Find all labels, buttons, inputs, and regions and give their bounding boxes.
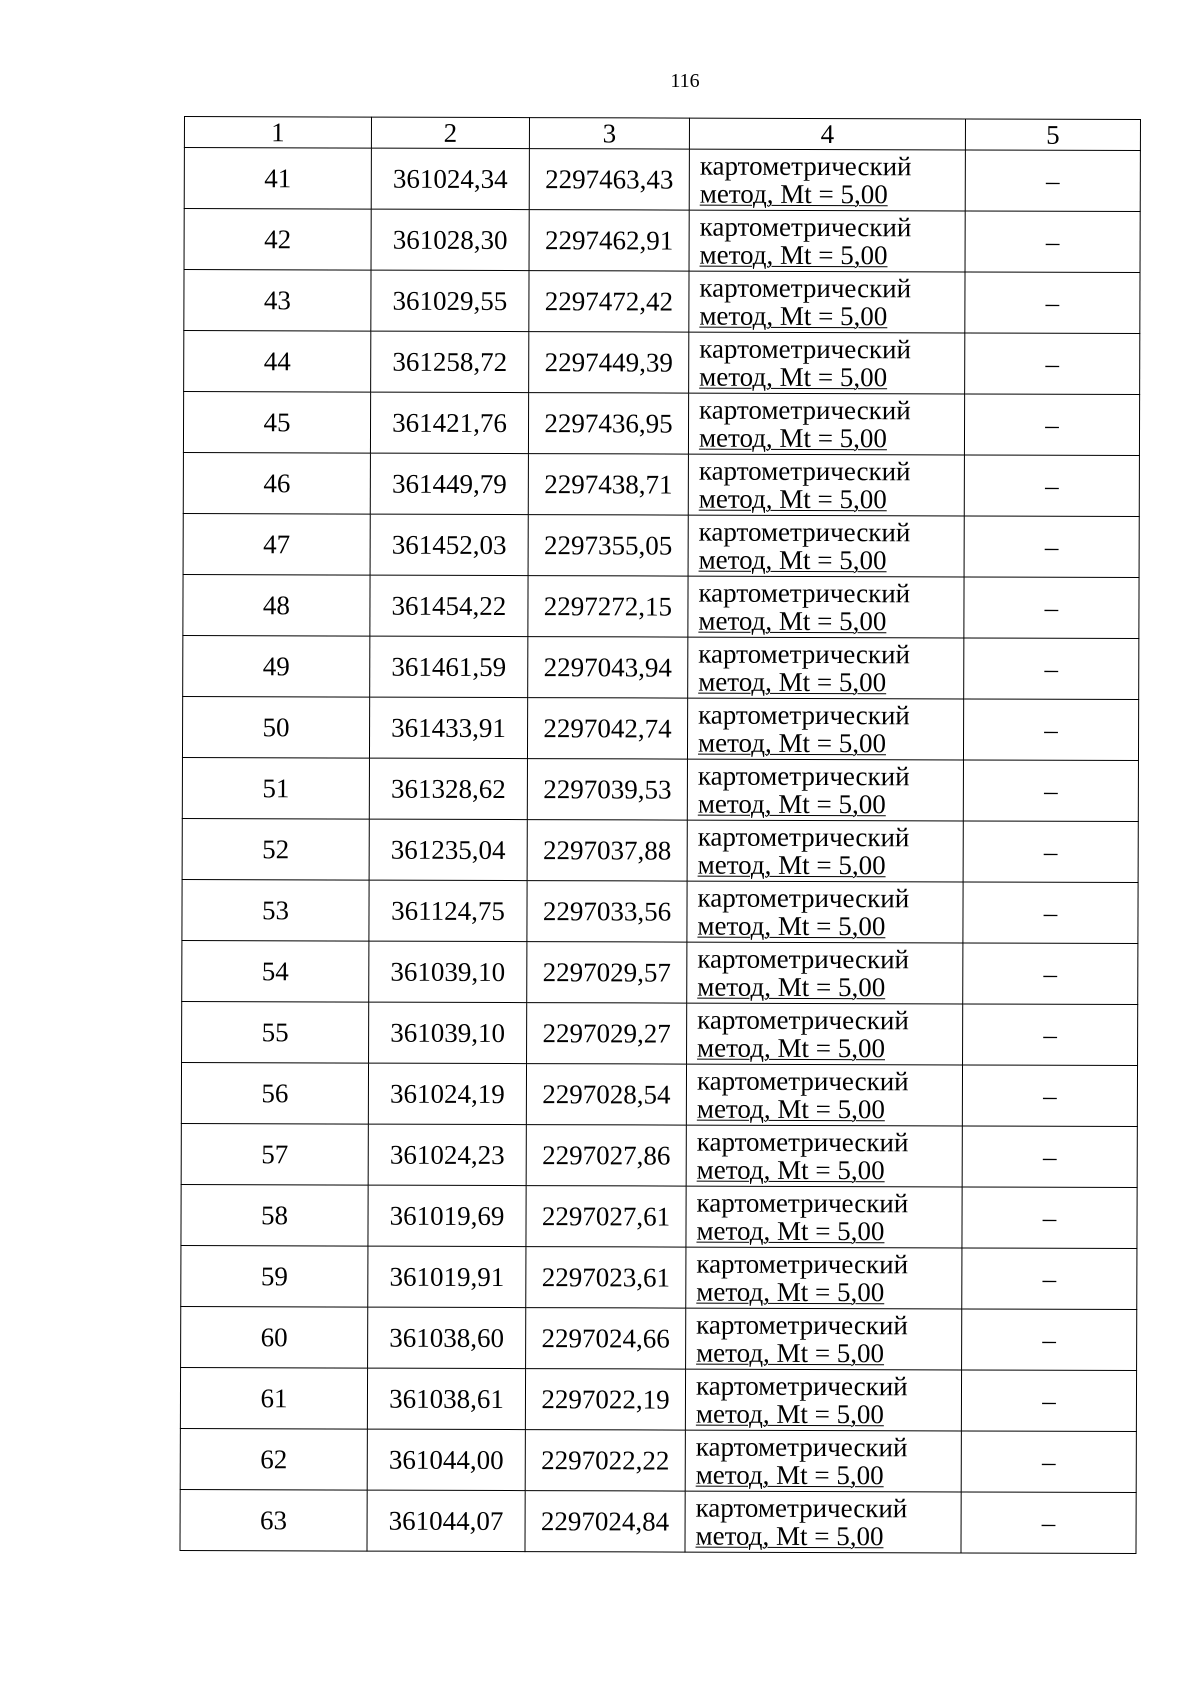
method-cell [685,1369,961,1431]
coordinate-x: 361452,03 [370,514,528,575]
method-accuracy: метод, Mt = 5,00 [695,1520,884,1552]
method-accuracy: метод, Mt = 5,00 [697,788,886,820]
coordinate-y: 2297027,86 [526,1125,686,1187]
coordinate-x: 361235,04 [369,819,527,880]
col-5-value: – [962,1248,1137,1310]
method-accuracy: метод, Mt = 5,00 [695,1398,884,1430]
method-name: картометрический [697,1004,909,1036]
method-name: картометрический [699,272,912,304]
table-row [183,574,1139,638]
point-number: 61 [180,1367,367,1429]
method-accuracy: метод, Mt = 5,00 [698,544,887,576]
col-5-value: – [961,1370,1136,1432]
col-5-value: – [963,760,1138,822]
method-name: картометрический [698,699,910,731]
method-cell [686,1125,962,1187]
coordinate-y: 2297462,91 [529,210,689,272]
point-number: 41 [184,148,371,210]
method-cell [689,271,965,333]
method-name: картометрический [696,1309,908,1341]
method-name: картометрический [698,455,911,487]
coordinate-x: 361421,76 [370,392,528,453]
table-row [182,1001,1138,1065]
col-5-value: – [965,211,1140,273]
table-row [183,392,1139,456]
coordinate-x: 361039,10 [369,1002,527,1063]
method-name: картометрический [697,943,910,975]
coordinate-y: 2297033,56 [527,881,687,943]
method-cell [688,454,964,516]
method-accuracy: метод, Mt = 5,00 [697,910,886,942]
point-number: 42 [184,209,371,271]
coordinate-y: 2297043,94 [528,637,688,699]
method-accuracy: метод, Mt = 5,00 [699,239,888,271]
method-name: картометрический [695,1431,908,1463]
coordinate-y: 2297022,19 [525,1369,685,1431]
method-name: картометрический [697,882,910,914]
point-number: 56 [181,1062,368,1124]
table-row [182,940,1138,1004]
coordinate-y: 2297438,71 [528,454,688,516]
table-row [183,635,1139,699]
coordinate-y: 2297028,54 [526,1064,686,1126]
method-cell [687,1003,963,1065]
table-row [184,270,1140,334]
point-number: 59 [181,1245,368,1307]
col-5-value: – [965,150,1140,212]
point-number: 58 [181,1184,368,1246]
table-row [181,1123,1137,1187]
method-accuracy: метод, Mt = 5,00 [696,1276,885,1308]
col-5-value: – [963,1004,1138,1066]
coordinate-y: 2297042,74 [527,698,687,760]
point-number: 55 [182,1001,369,1063]
method-name: картометрический [696,1187,909,1219]
table-row [182,818,1138,882]
coordinate-x: 361258,72 [371,331,529,392]
col-5-value: – [961,1431,1136,1493]
method-accuracy: метод, Mt = 5,00 [699,178,888,210]
point-number: 62 [180,1428,367,1490]
point-number: 54 [182,940,369,1002]
col-5-value: – [964,394,1139,456]
method-name: картометрический [698,516,911,548]
col-5-value: – [964,638,1139,700]
table-row [180,1367,1136,1431]
method-cell [688,637,964,699]
coordinate-y: 2297272,15 [528,576,688,638]
table-row [184,148,1140,212]
coordinate-x: 361449,79 [370,453,528,514]
method-accuracy: метод, Mt = 5,00 [698,605,887,637]
method-name: картометрический [699,211,912,243]
header-col-1: 1 [184,117,371,149]
coordinate-x: 361024,23 [368,1124,526,1185]
method-accuracy: метод, Mt = 5,00 [695,1459,884,1491]
point-number: 63 [180,1489,367,1551]
table-row [184,209,1140,273]
col-5-value: – [963,699,1138,761]
method-cell [688,576,964,638]
table-row [184,331,1140,395]
coordinate-x: 361039,10 [369,941,527,1002]
coordinate-y: 2297023,61 [526,1247,686,1309]
method-cell [686,1247,962,1309]
coordinate-y: 2297039,53 [527,759,687,821]
coordinate-y: 2297024,66 [526,1308,686,1370]
col-5-value: – [964,516,1139,578]
col-5-value: – [964,577,1139,639]
col-5-value: – [963,882,1138,944]
table-row [182,757,1138,821]
col-5-value: – [965,333,1140,395]
col-5-value: – [963,943,1138,1005]
method-accuracy: метод, Mt = 5,00 [698,666,887,698]
coordinates-table [179,116,1141,1554]
coordinate-x: 361038,61 [367,1368,525,1429]
point-number: 57 [181,1123,368,1185]
coordinate-x: 361433,91 [369,697,527,758]
method-cell [686,1186,962,1248]
method-name: картометрический [696,1248,909,1280]
coordinate-y: 2297463,43 [529,149,689,211]
method-cell [686,1064,962,1126]
method-name: картометрический [695,1492,908,1524]
method-name: картометрический [697,821,910,853]
point-number: 51 [182,757,369,819]
method-name: картометрический [698,577,911,609]
point-number: 46 [183,452,370,514]
table-row [181,1306,1137,1370]
method-accuracy: метод, Mt = 5,00 [697,849,886,881]
coordinate-x: 361019,69 [368,1185,526,1246]
coordinate-y: 2297037,88 [527,820,687,882]
method-cell [685,1491,961,1553]
coordinate-y: 2297022,22 [525,1430,685,1492]
col-5-value: – [961,1492,1136,1554]
method-cell [687,942,963,1004]
method-accuracy: метод, Mt = 5,00 [696,1215,885,1247]
method-cell [688,393,964,455]
method-accuracy: метод, Mt = 5,00 [697,1032,886,1064]
coordinate-x: 361024,34 [371,148,529,209]
point-number: 52 [182,818,369,880]
coordinate-y: 2297355,05 [528,515,688,577]
point-number: 50 [182,696,369,758]
coordinate-x: 361328,62 [369,758,527,819]
method-cell [689,332,965,394]
header-col-5: 5 [965,119,1140,151]
method-accuracy: метод, Mt = 5,00 [698,422,888,454]
method-name: картометрический [699,394,911,426]
method-cell [688,515,964,577]
coordinate-y: 2297027,61 [526,1186,686,1248]
point-number: 45 [183,392,370,454]
method-name: картометрический [697,760,910,792]
coordinate-x: 361044,07 [367,1490,525,1551]
point-number: 47 [183,513,370,575]
col-5-value: – [962,1126,1137,1188]
point-number: 44 [184,331,371,393]
table-row [182,696,1138,760]
header-col-4: 4 [689,118,965,150]
coordinate-x: 361028,30 [371,209,529,270]
method-name: картометрический [696,1065,909,1097]
coordinate-x: 361124,75 [369,880,527,941]
point-number: 53 [182,879,369,941]
method-accuracy: метод, Mt = 5,00 [698,483,887,515]
method-accuracy: метод, Mt = 5,00 [696,1337,885,1369]
method-cell [687,759,963,821]
table-row [183,513,1139,577]
header-row [184,117,1140,151]
table-row [183,452,1139,516]
method-accuracy: метод, Mt = 5,00 [696,1154,885,1186]
point-number: 48 [183,574,370,636]
table-body [180,148,1140,1554]
coordinate-x: 361038,60 [368,1307,526,1368]
coordinate-x: 361461,59 [370,636,528,697]
method-cell [686,1308,962,1370]
method-cell [687,881,963,943]
header-col-2: 2 [371,117,529,148]
method-accuracy: метод, Mt = 5,00 [696,1093,885,1125]
table-row [181,1062,1137,1126]
table-row [181,1184,1137,1248]
header-col-3: 3 [529,118,689,150]
method-name: картометрический [698,638,911,670]
method-accuracy: метод, Mt = 5,00 [699,361,888,393]
coordinate-y: 2297029,27 [527,1003,687,1065]
col-5-value: – [963,821,1138,883]
col-5-value: – [962,1187,1137,1249]
col-5-value: – [962,1065,1137,1127]
table-row [180,1489,1136,1553]
coordinate-x: 361029,55 [371,270,529,331]
coordinate-y: 2297472,42 [529,271,689,333]
coordinate-y: 2297436,95 [528,393,688,455]
table-row [180,1428,1136,1492]
method-accuracy: метод, Mt = 5,00 [697,727,887,759]
method-cell [689,210,965,272]
table-header [184,117,1140,151]
table-row [181,1245,1137,1309]
method-cell [685,1430,961,1492]
coordinate-x: 361454,22 [370,575,528,636]
coordinate-y: 2297449,39 [529,332,689,394]
method-cell [687,698,963,760]
method-name: картометрический [695,1370,908,1402]
table-row [182,879,1138,943]
col-5-value: – [964,455,1139,517]
coordinate-y: 2297024,84 [525,1491,685,1553]
coordinate-x: 361044,00 [367,1429,525,1490]
method-name: картометрический [699,333,911,365]
col-5-value: – [962,1309,1137,1371]
coordinate-x: 361019,91 [368,1246,526,1307]
coordinate-y: 2297029,57 [527,942,687,1004]
method-name: картометрический [696,1126,909,1158]
page-number [50,70,1200,93]
point-number: 60 [181,1306,368,1368]
coordinate-x: 361024,19 [368,1063,526,1124]
method-cell [689,149,965,211]
method-accuracy: метод, Mt = 5,00 [697,971,886,1003]
method-cell [687,820,963,882]
method-accuracy: метод, Mt = 5,00 [699,300,888,332]
point-number: 49 [183,635,370,697]
method-name: картометрический [699,150,912,182]
page-number-text: 116 [670,70,700,92]
col-5-value: – [965,272,1140,334]
point-number: 43 [184,270,371,332]
